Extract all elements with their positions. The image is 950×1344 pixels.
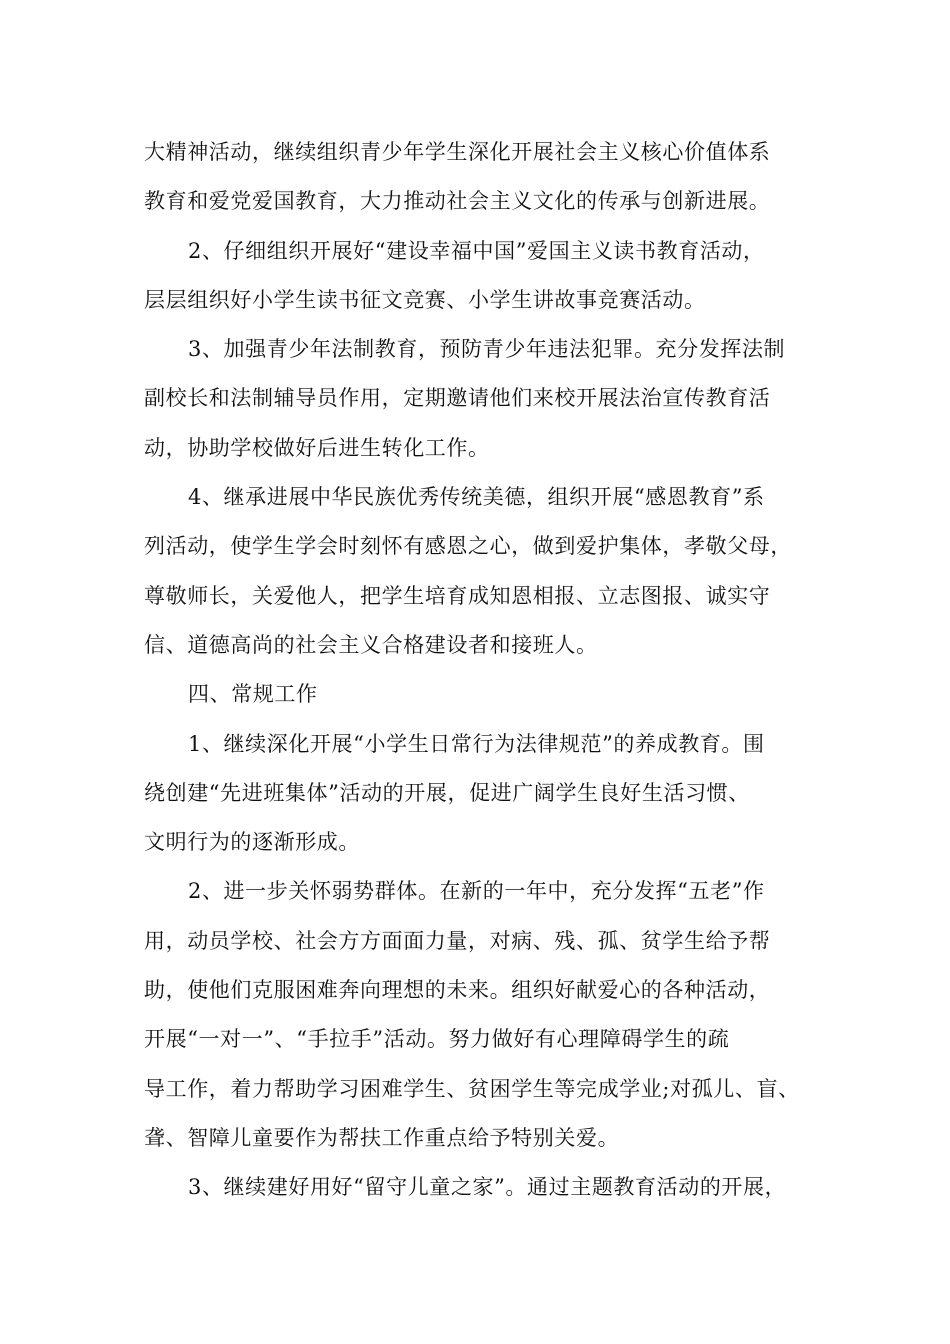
text-line: 教育和爱党爱国教育，大力推动社会主义文化的传承与创新进展。 <box>144 189 771 214</box>
text-line: 动，协助学校做好后进生转化工作。 <box>144 435 490 460</box>
text-line: 3、继续建好用好“留守儿童之家”。通过主题教育活动的开展， <box>188 1175 787 1200</box>
text-line: 大精神活动，继续组织青少年学生深化开展社会主义核心价值体系 <box>144 140 771 164</box>
text-line: 列活动，使学生学会时刻怀有感恩之心，做到爱护集体，孝敬父母， <box>144 534 792 559</box>
text-line: 尊敬师长，关爱他人，把学生培育成知恩相报、立志图报、诚实守 <box>144 583 771 608</box>
text-line: 助，使他们克服困难奔向理想的未来。组织好献爱心的各种活动， <box>144 978 771 1003</box>
text-line: 信、道德高尚的社会主义合格建设者和接班人。 <box>144 632 598 657</box>
text-line: 用，动员学校、社会方方面面力量，对病、残、孤、贫学生给予帮 <box>144 928 771 953</box>
text-line: 2、进一步关怀弱势群体。在新的一年中，充分发挥“五老”作 <box>188 879 765 904</box>
text-line: 导工作，着力帮助学习困难学生、贫困学生等完成学业;对孤儿、盲、 <box>144 1076 800 1101</box>
text-line: 3、加强青少年法制教育，预防青少年违法犯罪。充分发挥法制 <box>188 337 786 362</box>
text-line: 开展“一对一”、“手拉手”活动。努力做好有心理障碍学生的疏 <box>144 1027 730 1052</box>
text-line: 绕创建“先进班集体”活动的开展，促进广阔学生良好生活习惯、 <box>144 780 750 805</box>
text-line: 聋、智障儿童要作为帮扶工作重点给予特别关爱。 <box>144 1125 620 1150</box>
section-heading: 四、常规工作 <box>188 682 318 707</box>
text-line: 文明行为的逐渐形成。 <box>144 830 360 855</box>
document-body <box>144 128 834 1213</box>
text-line: 2、仔细组织开展好“建设幸福中国”爱国主义读书教育活动， <box>188 238 765 263</box>
text-line: 1、继续深化开展“小学生日常行为法律规范”的养成教育。围 <box>188 731 765 756</box>
text-line: 副校长和法制辅导员作用，定期邀请他们来校开展法治宣传教育活 <box>144 386 771 411</box>
text-line: 层层组织好小学生读书征文竞赛、小学生讲故事竞赛活动。 <box>144 287 706 312</box>
text-line: 4、继承进展中华民族优秀传统美德，组织开展“感恩教育”系 <box>188 485 765 510</box>
